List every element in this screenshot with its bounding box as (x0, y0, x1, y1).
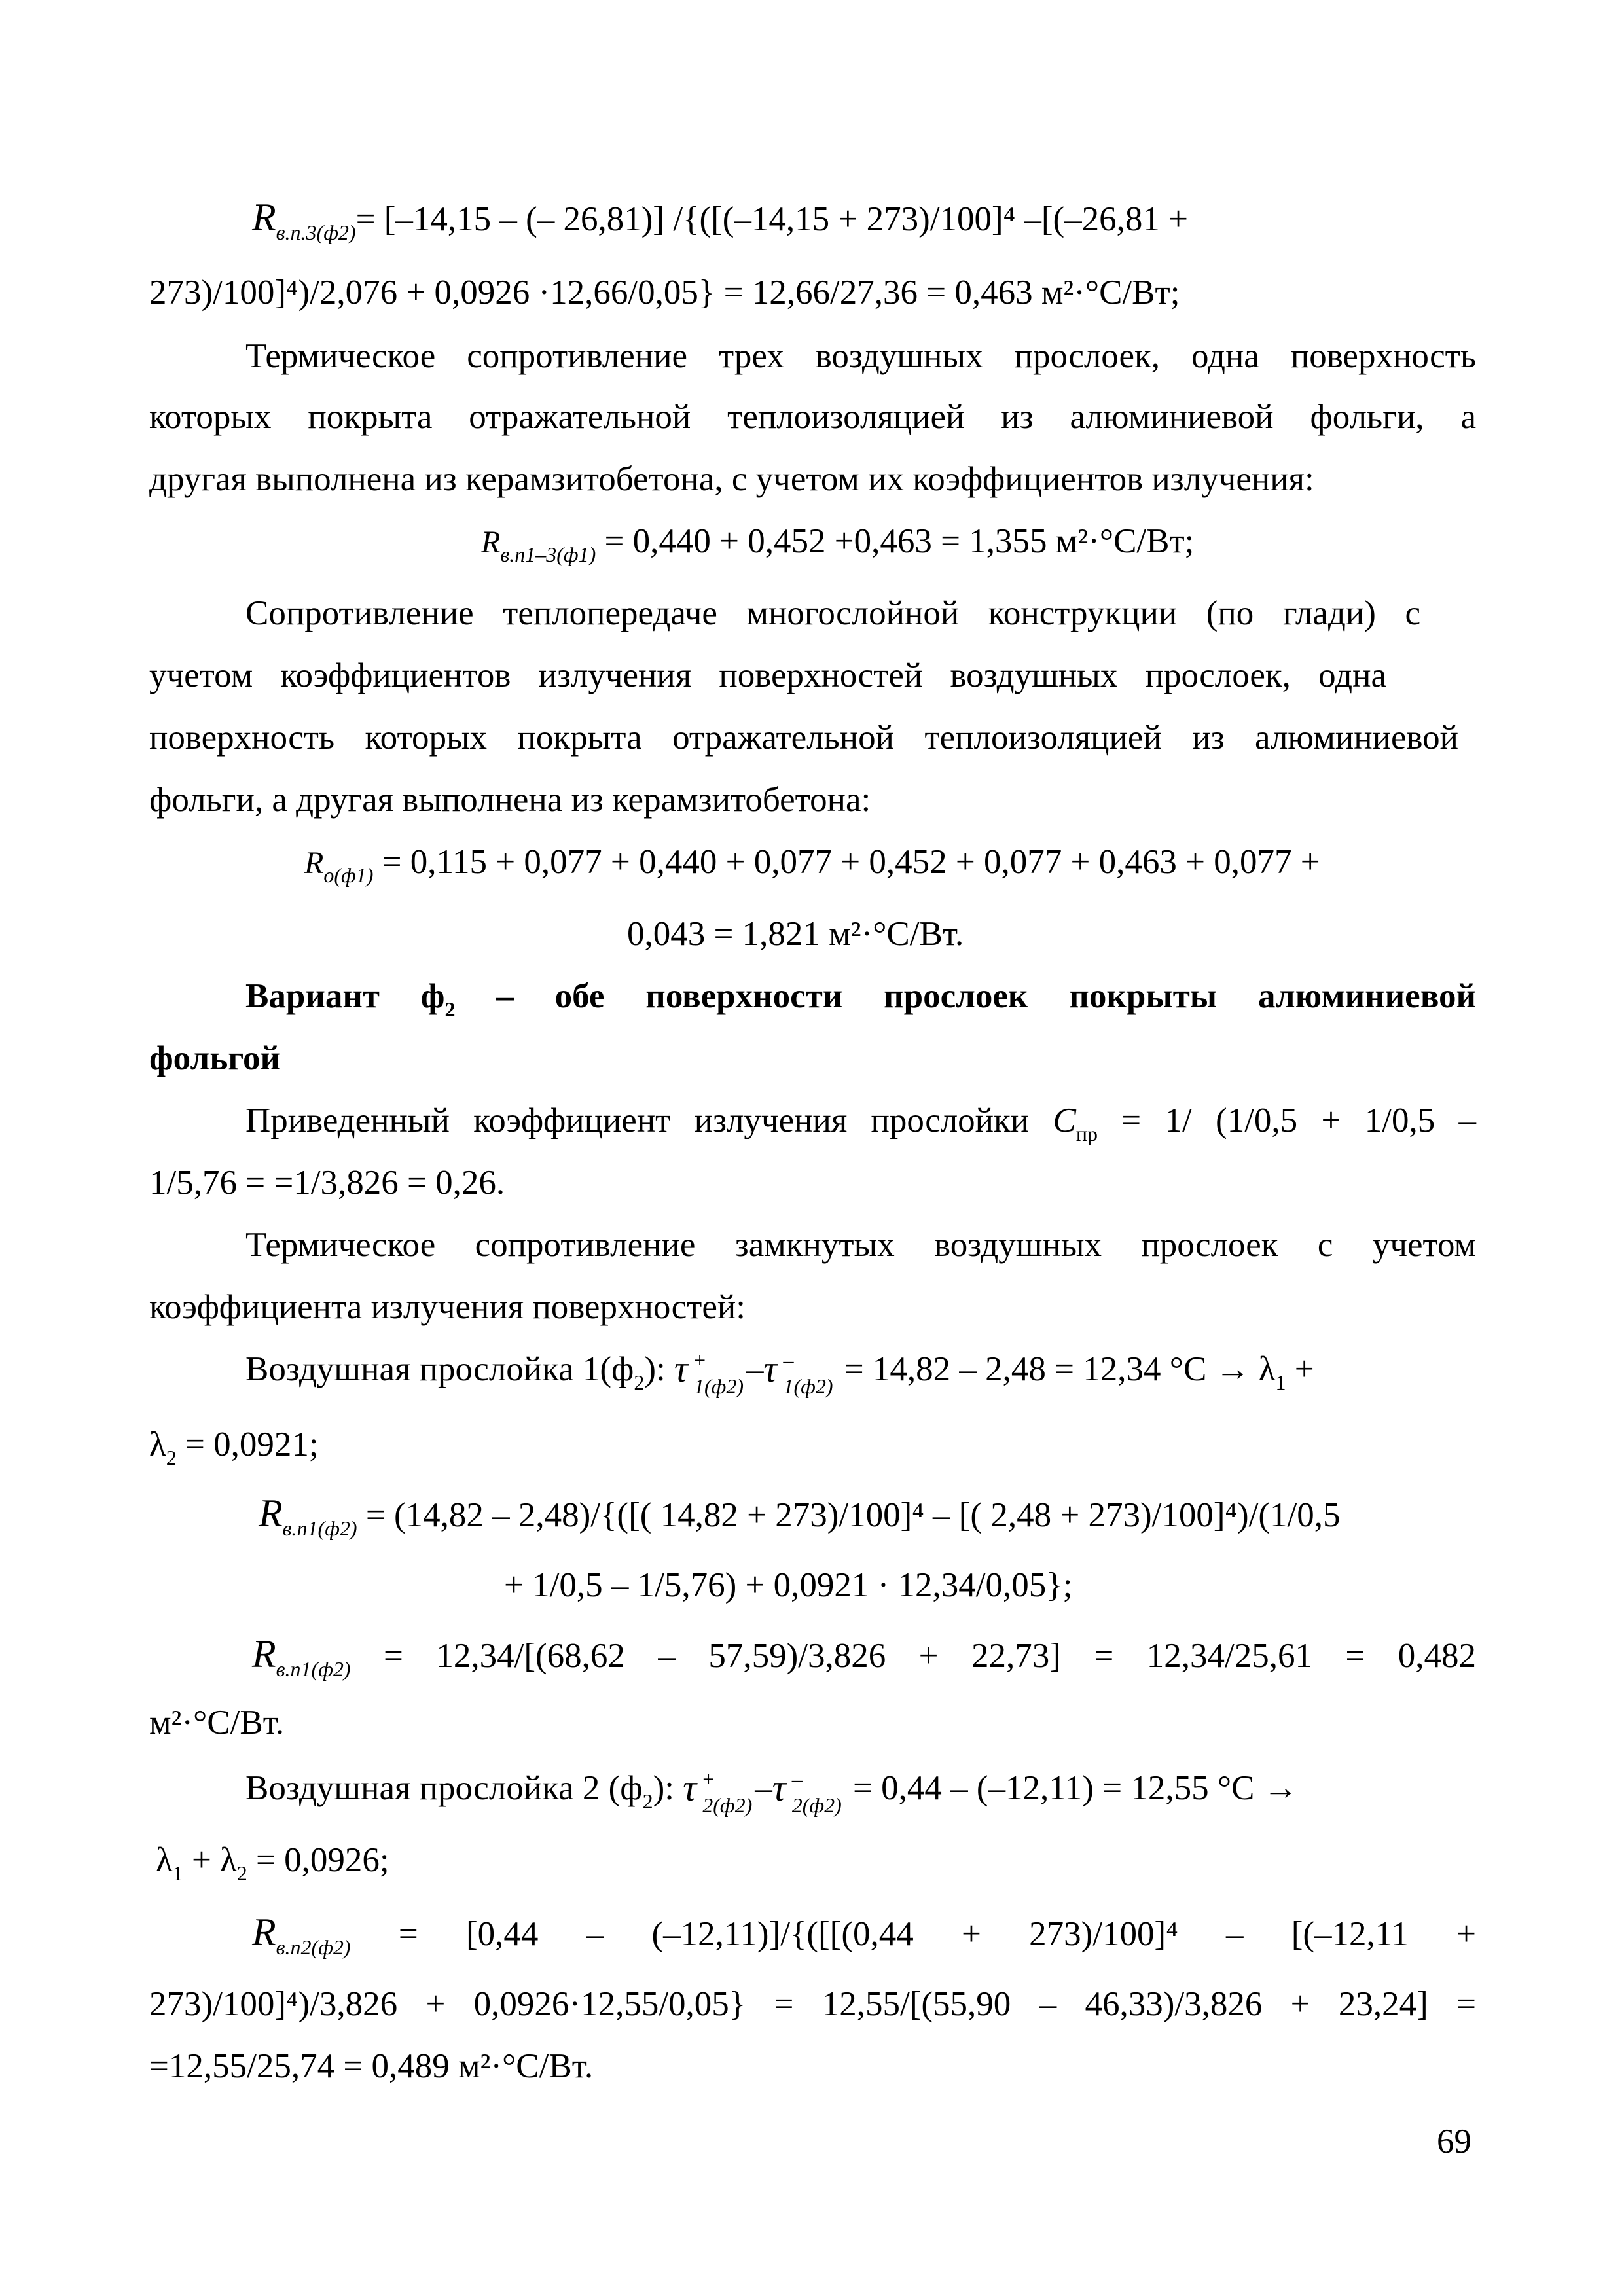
subscript: 2 (236, 1861, 247, 1885)
formula-r-vp1-f2 (259, 1492, 1340, 1549)
r-symbol: R (252, 196, 276, 239)
formula-r-vp3-f2-line2: 273)/100]⁴)/2,076 + 0,0926 ·12,66/0,05} = 12,66/27,36 = 0,463 м²·°С/Вт; (149, 274, 1180, 312)
r-symbol: R (252, 1632, 276, 1676)
subscript: 2 (166, 1446, 177, 1469)
subscript: 2 (642, 1789, 653, 1813)
text: Приведенный коэффициент излучения прослойки (245, 1102, 1030, 1139)
subscript: в.п1(ф2) (276, 1657, 351, 1681)
formula-r-vp1-f2-result (252, 1633, 1476, 1690)
text: = 14,82 – 2,48 = 12,34 °С → λ (844, 1350, 1276, 1388)
minus-sign: – (755, 1769, 772, 1807)
text: = 0,0926; (256, 1841, 389, 1879)
page-number: 69 (1437, 2123, 1471, 2161)
paragraph-line: поверхность которых покрыта отражательной теплоизоляцией из алюминиевой (149, 719, 1458, 757)
r-symbol: R (259, 1492, 283, 1535)
subscript: в.п1(ф2) (282, 1516, 357, 1540)
subscript: 1 (1275, 1371, 1286, 1394)
subscript: 2 (444, 997, 456, 1021)
paragraph-line: Сопротивление теплопередаче многослойной конструкции (по глади) с (245, 594, 1420, 632)
subscript: 2(ф2) (702, 1793, 753, 1817)
formula-r-o-f1 (304, 841, 1320, 896)
minus-sign: – (746, 1350, 764, 1388)
text: = 1/ (1/0,5 + 1/0,5 – (1121, 1102, 1477, 1139)
paragraph-line: другая выполнена из керамзитобетона, с учетом их коэффициентов излучения: (149, 460, 1314, 498)
superscript: + (693, 1348, 706, 1372)
subscript: пр (1075, 1122, 1098, 1145)
lambda-line (156, 1839, 389, 1894)
text: Воздушная прослойка 1(ф (245, 1350, 634, 1388)
paragraph-line (245, 1100, 1476, 1155)
formula-r-vp2-f2 (252, 1911, 1476, 1968)
text: = 0,44 – (–12,11) = 12,55 °С → (852, 1769, 1298, 1807)
air-layer-2-line (245, 1767, 1298, 1822)
formula-text: = 0,115 + 0,077 + 0,440 + 0,077 + 0,452 + 0,077 + 0,463 + 0,077 + (382, 843, 1320, 881)
text: ): (653, 1769, 674, 1807)
formula-result: 0,043 = 1,821 м²·°С/Вт. (627, 915, 964, 953)
tau-symbol: τ (674, 1348, 688, 1390)
r-symbol: R (481, 525, 501, 560)
subscript: в.п1–3(ф1) (500, 543, 596, 566)
variant-heading (245, 975, 1476, 1030)
lambda-line (149, 1424, 319, 1479)
formula-text: = [0,44 – (–12,11)]/{([[(0,44 + 273)/100]⁴ – [(–12,11 + (398, 1915, 1476, 1953)
formula-cont: 273)/100]⁴)/3,826 + 0,0926·12,55/0,05} = 12,55/[(55,90 – 46,33)/3,826 + 23,24] = (149, 1985, 1476, 2023)
tau-symbol: τ (763, 1348, 778, 1390)
formula-result: =12,55/25,74 = 0,489 м²·°С/Вт. (149, 2047, 594, 2085)
tau-plus (674, 1348, 746, 1398)
unit-line: м²·°С/Вт. (149, 1704, 285, 1742)
formula-text: = 12,34/[(68,62 – 57,59)/3,826 + 22,73] = 12,34/25,61 = 0,482 (384, 1637, 1477, 1675)
formula-text: = [–14,15 – (– 26,81)] /{([(–14,15 + 273)/100]⁴ –[(–26,81 + (355, 200, 1189, 238)
tau-minus (763, 1348, 835, 1398)
r-symbol: R (252, 1910, 276, 1954)
variant-label: Вариант ф (245, 977, 445, 1015)
r-symbol: R (304, 846, 324, 880)
subscript: 1(ф2) (693, 1374, 744, 1398)
formula-text: = (14,82 – 2,48)/{([( 14,82 + 273)/100]⁴ – [( 2,48 + 273)/100]⁴)/(1/0,5 (365, 1496, 1341, 1534)
lambda-symbol: λ (156, 1841, 173, 1879)
text: Воздушная прослойка 2 (ф (245, 1769, 643, 1807)
text: + λ (191, 1841, 237, 1879)
subscript: в.п.3(ф2) (276, 221, 356, 244)
subscript: 2(ф2) (791, 1793, 842, 1817)
lambda-symbol: λ (149, 1426, 166, 1463)
paragraph-line: Термическое сопротивление трех воздушных прослоек, одна поверхность (245, 337, 1476, 375)
subscript: 1 (172, 1861, 183, 1885)
variant-heading-cont: фольгой (149, 1039, 281, 1077)
text: = 0,0921; (185, 1426, 319, 1463)
formula-r-vp3-f2-line1 (252, 196, 1188, 253)
formula-text: = 0,440 + 0,452 +0,463 = 1,355 м²·°С/Вт; (604, 522, 1195, 560)
tau-symbol: τ (772, 1767, 786, 1809)
subscript: 1(ф2) (783, 1374, 833, 1398)
paragraph-line: которых покрыта отражательной теплоизоляцией из алюминиевой фольги, а (149, 398, 1476, 436)
formula-cont: + 1/0,5 – 1/5,76) + 0,0921 · 12,34/0,05}; (504, 1566, 1073, 1604)
superscript: + (702, 1767, 715, 1791)
air-layer-1-line (245, 1348, 1314, 1403)
paragraph-line: коэффициента излучения поверхностей: (149, 1288, 746, 1326)
superscript: – (791, 1767, 803, 1791)
text: + (1294, 1350, 1314, 1388)
paragraph-line: фольги, а другая выполнена из керамзитобетона: (149, 781, 871, 819)
c-symbol: С (1053, 1102, 1076, 1139)
text: ): (644, 1350, 666, 1388)
formula-r-vp1-3-f1 (481, 520, 1194, 575)
tau-plus (683, 1767, 755, 1817)
subscript: о(ф1) (323, 863, 374, 887)
paragraph-line: Термическое сопротивление замкнутых воздушных прослоек с учетом (245, 1226, 1476, 1264)
superscript: – (783, 1348, 794, 1372)
paragraph-line: учетом коэффициентов излучения поверхностей воздушных прослоек, одна (149, 656, 1386, 694)
tau-minus (772, 1767, 844, 1817)
subscript: в.п2(ф2) (276, 1935, 351, 1959)
subscript: 2 (634, 1371, 645, 1394)
variant-text: – обе поверхности прослоек покрыты алюминиевой (496, 977, 1477, 1015)
paragraph-line: 1/5,76 = =1/3,826 = 0,26. (149, 1164, 505, 1202)
tau-symbol: τ (683, 1767, 696, 1809)
